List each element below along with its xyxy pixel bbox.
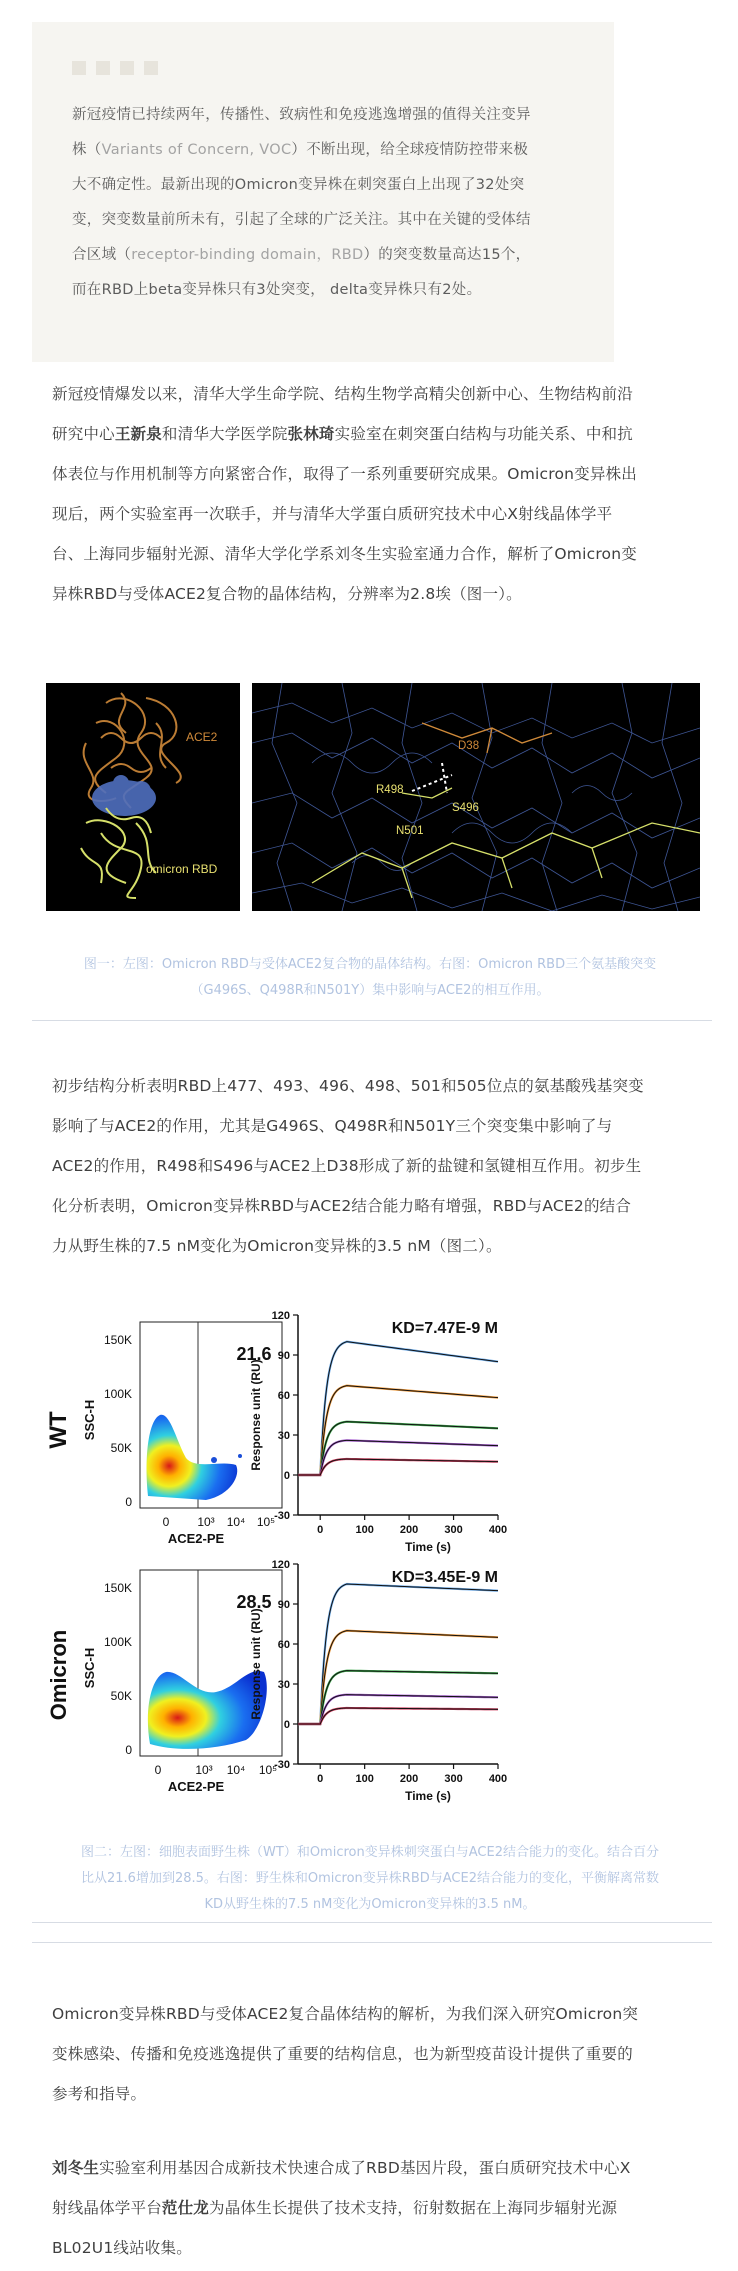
flow-ytick: 150K — [103, 1581, 132, 1595]
flow-xlabel: ACE2-PE — [167, 1779, 225, 1794]
spr-series-line — [298, 1708, 498, 1724]
spr-ylabel: Response unit (RU) — [249, 1359, 263, 1471]
name-fan-shilong: 范仕龙 — [161, 2199, 210, 2217]
x-tick-label: 0 — [317, 1773, 324, 1785]
x-tick-label: 200 — [399, 1524, 419, 1536]
flow-ytick: 50K — [110, 1441, 132, 1455]
flow-xtick: 10⁴ — [226, 1515, 246, 1529]
y-tick-label: 60 — [277, 1639, 290, 1651]
y-tick-label: -30 — [274, 1510, 290, 1522]
divider — [32, 1020, 712, 1021]
kd-label: KD=3.45E-9 M — [391, 1569, 498, 1586]
flow-xtick: 0 — [162, 1515, 170, 1529]
square-icon — [120, 61, 134, 75]
flow-ytick: 0 — [125, 1743, 132, 1757]
omicron-percent: 28.5 — [236, 1592, 272, 1612]
x-tick-label: 300 — [444, 1524, 463, 1536]
flow-density — [238, 1454, 242, 1458]
flow-xtick: 10⁵ — [258, 1763, 278, 1777]
rbd-ribbon — [81, 808, 156, 898]
flow-density — [211, 1457, 217, 1463]
electron-density-mesh — [252, 683, 700, 911]
divider — [32, 1922, 712, 1923]
spr-chart-wt — [249, 1310, 507, 1554]
y-tick-label: 0 — [283, 1719, 290, 1731]
name-wang-xinquan: 王新泉 — [114, 425, 162, 443]
spr-ylabel: Response unit (RU) — [249, 1608, 263, 1720]
flow-xtick: 10³ — [197, 1515, 215, 1529]
x-tick-label: 100 — [355, 1773, 374, 1785]
x-tick-label: 200 — [399, 1773, 419, 1785]
paragraph-conclusion: Omicron变异株RBD与受体ACE2复合晶体结构的解析，为我们深入研究Omicron突 变株感染、传播和免疫逃逸提供了重要的结构信息，也为新型疫苗设计提供了重要的 参考和指导。 — [52, 2005, 639, 2103]
flow-ytick: 0 — [125, 1495, 132, 1509]
hbond-dashes — [412, 763, 452, 793]
summary-line: 而在RBD上beta变异株只有3处突变， delta变异株只有2处。 — [72, 282, 482, 298]
flow-ytick: 100K — [103, 1635, 132, 1649]
y-tick-label: 90 — [277, 1599, 290, 1611]
summary-text — [72, 98, 582, 308]
figure1-caption: 图一：左图：Omicron RBD与受体ACE2复合物的晶体结构。右图：Omicron RBD三个氨基酸突变 （G496S、Q498R和N501Y）集中影响与ACE2的相互作用。 — [83, 957, 657, 998]
flow-xtick: 10⁵ — [256, 1515, 276, 1529]
y-tick-label: -30 — [274, 1759, 290, 1771]
figure2 — [36, 1300, 716, 1820]
y-tick-label: 90 — [277, 1350, 290, 1362]
term-voc: Variants of Concern, VOC — [101, 142, 292, 158]
paragraph-acknowledgement: 刘冬生实验室利用基因合成新技术快速合成了RBD基因片段，蛋白质研究技术中心X 射线晶体学平台范仕龙为晶体生长提供了技术支持，衍射数据在上海同步辐射光源 BL02U1线站收集。 — [52, 2159, 631, 2257]
wt-percent: 21.6 — [236, 1344, 272, 1364]
summary-line: 株（Variants of Concern, VOC）不断出现，给全球疫情防控带来极 — [72, 142, 529, 158]
x-tick-label: 300 — [444, 1773, 463, 1785]
n501-label: N501 — [396, 825, 424, 837]
term-rbd: receptor-binding domain，RBD — [131, 247, 364, 263]
paragraph-intro: 新冠疫情爆发以来，清华大学生命学院、结构生物学高精尖创新中心、生物结构前沿 研究中心王新泉和清华大学医学院张林琦实验室在刺突蛋白结构与功能关系、中和抗 体表位与作用机制等方向紧密合作，取得了一系列重要研究成果。Omicron变异株出 现后，两个实验室再一次联手，并与清华大学蛋白质研究技术中心X射线晶体学平 台、上海同步辐射光源、清华大学化学系刘冬生实验室通力合作，解析了Omicron变 异株RBD与受体ACE2复合物的晶体结构，分辨率为2.8埃（图一）。 — [52, 385, 637, 603]
summary-line: 新冠疫情已持续两年，传播性、致病性和免疫逃逸增强的值得关注变异 — [72, 107, 531, 123]
decorative-squares — [72, 60, 168, 79]
x-tick-label: 100 — [355, 1524, 374, 1536]
flow-ytick: 100K — [103, 1387, 132, 1401]
x-tick-label: 400 — [488, 1524, 508, 1536]
spr-xlabel: Time (s) — [405, 1789, 451, 1803]
spr-fit-line — [298, 1708, 498, 1724]
flow-xtick: 0 — [154, 1763, 162, 1777]
y-tick-label: 120 — [271, 1310, 290, 1322]
figure1-left-structure — [46, 683, 240, 911]
summary-line: 合区域（receptor-binding domain，RBD）的突变数量高达15个， — [72, 247, 531, 263]
spr-xlabel: Time (s) — [405, 1540, 451, 1554]
wt-row-label: WT — [45, 1411, 72, 1449]
summary-line: 大不确定性。最新出现的Omicron变异株在刺突蛋白上出现了32处突 — [72, 177, 525, 193]
omicron-row-label: Omicron — [46, 1629, 71, 1721]
summary-line: 变，突变数量前所未有，引起了全球的广泛关注。其中在关键的受体结 — [72, 212, 531, 228]
y-tick-label: 30 — [277, 1430, 290, 1442]
kd-label: KD=7.47E-9 M — [391, 1320, 498, 1337]
paragraph-analysis: 初步结构分析表明RBD上477、493、496、498、501和505位点的氨基酸残基突变 影响了与ACE2的作用，尤其是G496S、Q498R和N501Y三个突变集中影响了与 ACE2的作用，R498和S496与ACE2上D38形成了新的盐键和氢键相互作用。初步生 化分析表明，Omicron变异株RBD与ACE2结合能力略有增强，RBD与ACE2的结合 力从野生株的7.5 nM变化为Omicron变异株的3.5 nM（图二）。 — [52, 1077, 644, 1255]
divider — [32, 1942, 712, 1943]
ace2-label: ACE2 — [186, 730, 218, 744]
flow-xtick: 10³ — [195, 1763, 213, 1777]
square-icon — [72, 61, 86, 75]
flow-ylabel: SSC-H — [82, 1647, 97, 1689]
flow-ytick: 150K — [103, 1333, 132, 1347]
s496-label: S496 — [452, 802, 479, 814]
rbd-density-blob — [92, 775, 156, 816]
spr-chart-omicron — [249, 1559, 507, 1803]
x-tick-label: 400 — [488, 1773, 508, 1785]
name-liu-dongsheng: 刘冬生 — [52, 2159, 100, 2177]
square-icon — [144, 61, 158, 75]
figure2-caption: 图二：左图：细胞表面野生株（WT）和Omicron变异株刺突蛋白与ACE2结合能力的变化。结合百分 比从21.6增加到28.5。右图：野生株和Omicron变异株RBD与ACE2结合能力的变化，平衡解离常数 KD从野生株的7.5 nM变化为Omicron变异株的3.5 nM。 — [81, 1845, 659, 1912]
d38-label: D38 — [458, 740, 480, 752]
spr-fit-line — [298, 1459, 498, 1475]
square-icon — [96, 61, 110, 75]
y-tick-label: 120 — [271, 1559, 290, 1571]
flow-ytick: 50K — [110, 1689, 132, 1703]
y-tick-label: 0 — [283, 1470, 290, 1482]
x-tick-label: 0 — [317, 1524, 324, 1536]
name-zhang-linqi: 张林琦 — [287, 425, 335, 443]
omicron-rbd-label: omicron RBD — [146, 862, 218, 876]
flow-ylabel: SSC-H — [82, 1399, 97, 1441]
flow-density — [147, 1415, 238, 1500]
y-tick-label: 60 — [277, 1390, 290, 1402]
spr-series-line — [298, 1440, 498, 1475]
flow-xtick: 10⁴ — [226, 1763, 246, 1777]
r498-label: R498 — [376, 784, 404, 796]
y-tick-label: 30 — [277, 1679, 290, 1691]
figure1-right-density — [252, 683, 700, 911]
flow-xlabel: ACE2-PE — [167, 1531, 225, 1546]
